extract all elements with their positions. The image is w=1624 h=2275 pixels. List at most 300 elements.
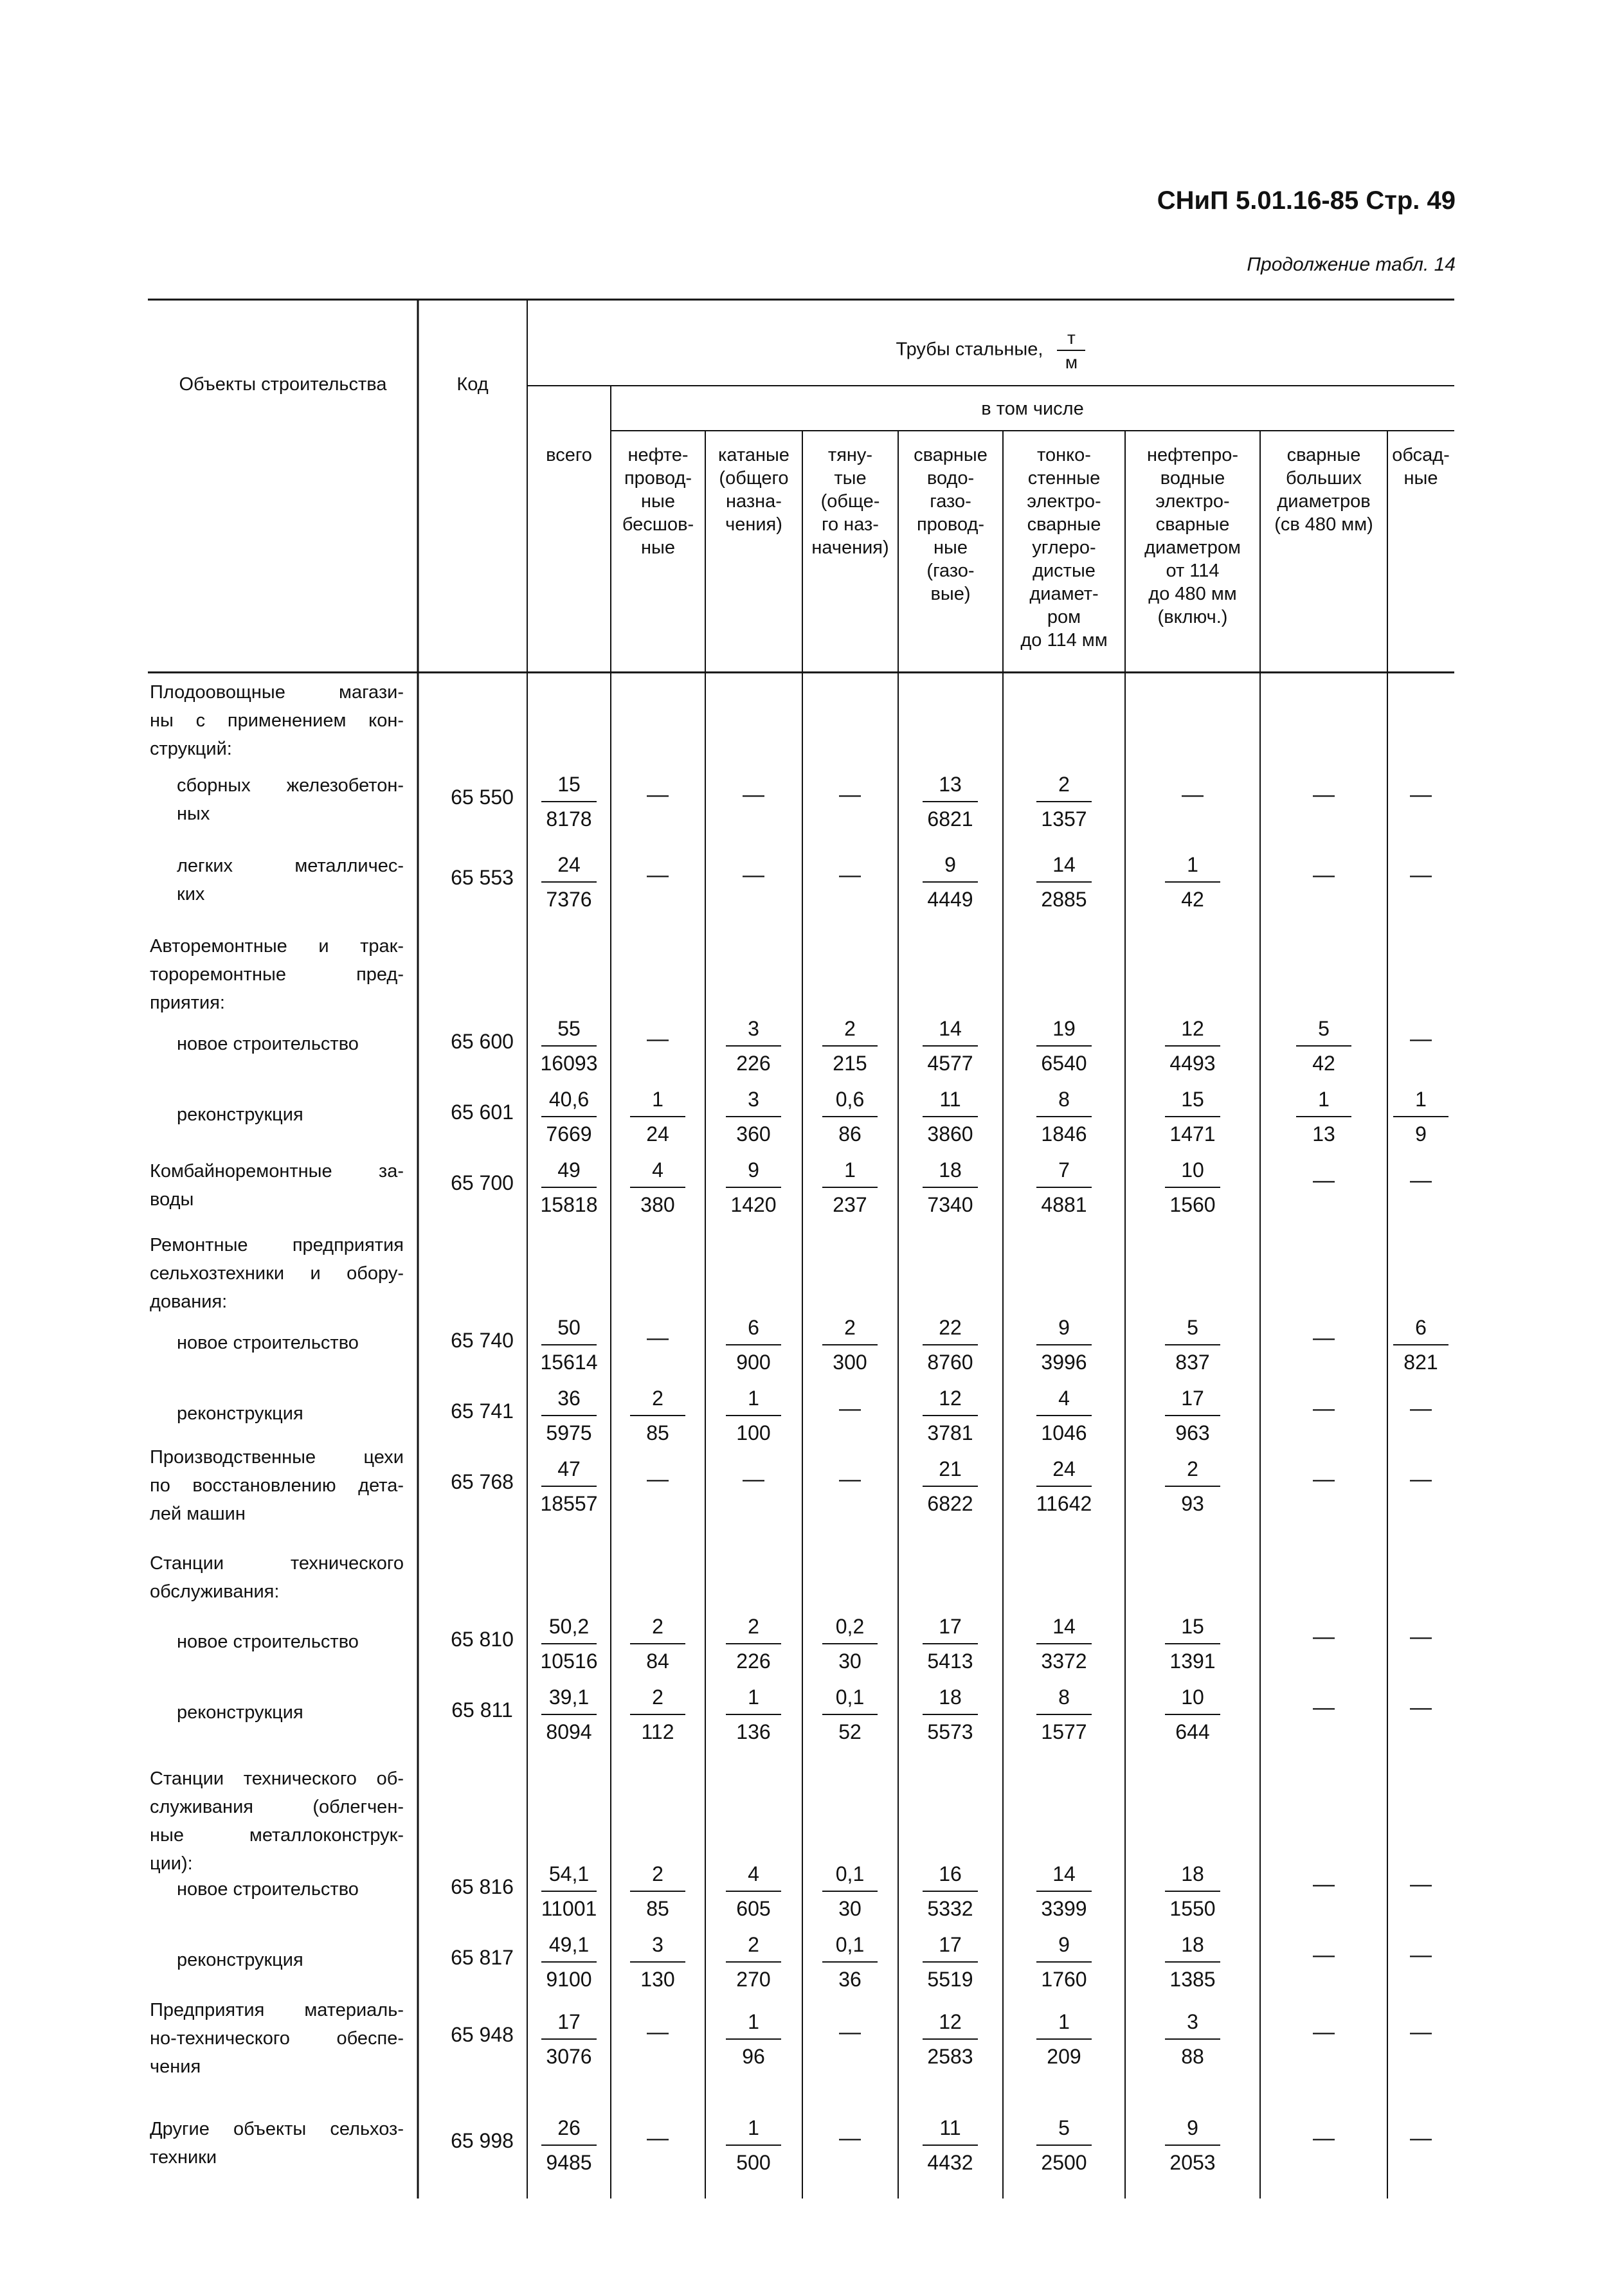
cell-numerator: 17 [557, 2010, 581, 2033]
cell-dash: — [1410, 782, 1432, 807]
cell-numerator: 19 [1052, 1017, 1076, 1040]
cell-numerator: 18 [939, 1686, 962, 1709]
cell-dash: — [1182, 782, 1204, 807]
fraction-bar [726, 1415, 781, 1416]
cell-fraction [1029, 1932, 1099, 1992]
fraction-bar [822, 1344, 878, 1345]
fraction-bar [1036, 2145, 1092, 2146]
cell-dash: — [1410, 1168, 1432, 1192]
row-code: 65 810 [451, 1628, 514, 1651]
fraction-bar [1165, 1415, 1220, 1416]
col-header-line: (св 480 мм) [1274, 514, 1373, 535]
cell-numerator: 6 [1415, 1316, 1427, 1339]
cell-denominator: 112 [641, 1720, 674, 1743]
fraction-bar [822, 1961, 878, 1963]
row-name [177, 1329, 404, 1357]
fraction-bar [726, 1891, 781, 1892]
row-name [177, 771, 404, 828]
cell-fraction [1157, 2115, 1228, 2175]
row-name-line: новое строительство [177, 1879, 359, 1900]
cell-numerator: 2 [844, 1017, 856, 1040]
cell-numerator: 14 [1052, 1615, 1076, 1638]
cell-fraction [718, 1315, 789, 1375]
cell-dash: — [1313, 1326, 1335, 1350]
fraction-bar [1036, 1344, 1092, 1345]
col-header-line: провод- [916, 514, 985, 535]
row-code: 65 768 [451, 1470, 514, 1493]
col-header-line: (общего [719, 468, 789, 489]
cell-numerator: 24 [557, 853, 581, 876]
fraction-bar [1165, 1187, 1220, 1188]
group-label-line: ные металлоконструк- [150, 1825, 404, 1846]
cell-numerator: 4 [748, 1862, 759, 1885]
cell-fraction [534, 2009, 604, 2069]
cell-numerator: 39,1 [548, 1686, 590, 1709]
cell-fraction [534, 852, 604, 912]
cell-fraction [1029, 2115, 1099, 2175]
cell-numerator: 16 [939, 1862, 962, 1885]
fraction-bar [630, 1187, 685, 1188]
row-code: 65 550 [451, 786, 514, 809]
cell-denominator: 136 [736, 1720, 771, 1743]
cell-numerator: 0,1 [835, 1862, 865, 1885]
row-name-line: чения [150, 2056, 201, 2077]
cell-fraction [534, 771, 604, 832]
cell-dash: — [647, 863, 669, 887]
cell-numerator: 4 [1058, 1387, 1070, 1410]
cell-denominator: 1385 [1169, 1968, 1216, 1991]
fraction-bar [630, 1415, 685, 1416]
cell-denominator: 84 [646, 1650, 669, 1673]
cell-numerator: 9 [944, 853, 956, 876]
cell-numerator: 2 [652, 1686, 663, 1709]
cell-fraction [1029, 1016, 1099, 1076]
cell-denominator: 3860 [927, 1122, 973, 1146]
cell-fraction [1157, 1614, 1228, 1674]
row-code: 65 700 [451, 1171, 514, 1194]
row-name-line: воды [150, 1189, 194, 1210]
cell-denominator: 9100 [546, 1968, 592, 1991]
group-label-line: Плодоовощные магази- [150, 682, 404, 703]
cell-numerator: 49,1 [548, 1933, 590, 1956]
cell-fraction [718, 1016, 789, 1076]
cell-numerator: 3 [748, 1088, 759, 1111]
col-header-line: го наз- [822, 514, 879, 535]
cell-denominator: 86 [838, 1122, 862, 1146]
cell-numerator: 18 [1181, 1933, 1204, 1956]
col-header-line: ные [641, 537, 675, 558]
col-header-line: вые) [930, 584, 971, 604]
cell-dash: — [839, 1396, 861, 1421]
fraction-bar [1165, 2145, 1220, 2146]
cell-denominator: 7376 [546, 888, 592, 911]
cell-denominator: 8760 [927, 1351, 973, 1374]
cell-denominator: 42 [1181, 888, 1204, 911]
cell-denominator: 2885 [1041, 888, 1087, 911]
cell-denominator: 605 [736, 1897, 771, 1920]
fraction-bar [1165, 1116, 1220, 1117]
fraction-bar [541, 1116, 597, 1117]
col-header-line: ные [1403, 468, 1438, 489]
col-header-line: до 480 мм [1148, 584, 1237, 604]
fraction-bar [726, 2038, 781, 2040]
fraction-bar [923, 1486, 978, 1487]
col-header-7 [1125, 444, 1260, 629]
fraction-bar [541, 1187, 597, 1188]
cell-fraction [534, 2115, 604, 2175]
cell-fraction [1029, 1385, 1099, 1446]
row-code: 65 811 [451, 1698, 513, 1722]
cell-numerator: 15 [1181, 1615, 1204, 1638]
col-header-line: ром [1047, 607, 1081, 627]
cell-dash: — [839, 1467, 861, 1491]
cell-fraction [718, 1932, 789, 1992]
col-header-line: до 114 мм [1020, 630, 1108, 651]
cell-dash: — [743, 782, 764, 807]
cell-dash: — [1313, 1695, 1335, 1720]
group-label-line: Станции технического об- [150, 1768, 404, 1789]
group-label-line: Станции технического [150, 1553, 404, 1574]
group-label-line: дования: [150, 1291, 228, 1312]
col-header-line: больших [1285, 468, 1362, 489]
cell-fraction [622, 1614, 693, 1674]
col-header-line: углеро- [1032, 537, 1096, 558]
col-header-line: стенные [1027, 468, 1101, 489]
fraction-bar [822, 1116, 878, 1117]
cell-numerator: 8 [1058, 1686, 1070, 1709]
row-name-line: техники [150, 2147, 217, 2168]
row-name-line: реконструкция [177, 1403, 303, 1424]
cell-numerator: 6 [748, 1316, 759, 1339]
col-header-line: диаметров [1277, 491, 1371, 512]
fraction-bar [1036, 1961, 1092, 1963]
cell-denominator: 10516 [540, 1650, 598, 1673]
col-header-line: катаные [718, 445, 789, 465]
col-header-line: от 114 [1166, 561, 1220, 581]
cell-denominator: 11642 [1036, 1492, 1092, 1515]
cell-denominator: 821 [1403, 1351, 1438, 1374]
cell-numerator: 49 [557, 1158, 581, 1182]
col-header-line: диамет- [1029, 584, 1099, 604]
col-header-line: тонко- [1037, 445, 1091, 465]
cell-denominator: 96 [742, 2045, 765, 2068]
cell-dash: — [1313, 1467, 1335, 1491]
cell-denominator: 500 [736, 2151, 771, 2174]
row-name-line: по восстановлению дета- [150, 1475, 404, 1496]
fraction-bar [923, 1187, 978, 1188]
cell-fraction [534, 1315, 604, 1375]
cell-fraction [1385, 1086, 1456, 1147]
cell-fraction [815, 1614, 885, 1674]
cell-denominator: 226 [736, 1650, 771, 1673]
fraction-bar [1036, 881, 1092, 883]
cell-fraction [1029, 2009, 1099, 2069]
row-code: 65 601 [451, 1101, 514, 1124]
fraction-bar [923, 1045, 978, 1047]
cell-fraction [534, 1385, 604, 1446]
fraction-bar [1165, 881, 1220, 883]
fraction-bar [541, 1415, 597, 1416]
cell-denominator: 2583 [927, 2045, 973, 2068]
cell-numerator: 3 [652, 1933, 663, 1956]
cell-numerator: 0,6 [835, 1088, 865, 1111]
cell-fraction [718, 1614, 789, 1674]
cell-denominator: 15614 [540, 1351, 598, 1374]
cell-numerator: 13 [939, 773, 962, 796]
col-header-line: всего [546, 445, 592, 465]
cell-fraction [1029, 1456, 1099, 1516]
cell-numerator: 14 [939, 1017, 962, 1040]
cell-dash: — [839, 2126, 861, 2150]
col-header-3 [705, 444, 802, 536]
cell-denominator: 3781 [927, 1421, 973, 1444]
cell-fraction [915, 1456, 986, 1516]
cell-fraction [915, 1385, 986, 1446]
cell-fraction [622, 1932, 693, 1992]
cell-fraction [1029, 1157, 1099, 1218]
cell-numerator: 54,1 [548, 1862, 590, 1885]
cell-denominator: 8094 [546, 1720, 592, 1743]
cell-dash: — [839, 863, 861, 887]
cell-denominator: 30 [838, 1897, 862, 1920]
fraction-bar [923, 1891, 978, 1892]
row-name [150, 1157, 404, 1214]
cell-dash: — [1313, 2020, 1335, 2044]
cell-fraction [815, 1086, 885, 1147]
col-header-line: ные [934, 537, 968, 558]
cell-fraction [1157, 1932, 1228, 1992]
cell-fraction [534, 1086, 604, 1147]
fraction-bar [726, 1045, 781, 1047]
col-header-line: (газо- [926, 561, 975, 581]
cell-fraction [1385, 1315, 1456, 1375]
cell-numerator: 5 [1187, 1316, 1198, 1339]
cell-denominator: 15818 [540, 1193, 598, 1216]
fraction-bar [1036, 801, 1092, 802]
col-header-line: ные [641, 491, 675, 512]
cell-fraction [1029, 852, 1099, 912]
row-code: 65 741 [451, 1399, 514, 1423]
cell-denominator: 9485 [546, 2151, 592, 2174]
cell-fraction [622, 1086, 693, 1147]
cell-numerator: 1 [1415, 1088, 1427, 1111]
group-label [150, 1231, 404, 1316]
cell-fraction [718, 1385, 789, 1446]
group-label-line: служивания (облегчен- [150, 1797, 404, 1817]
cell-numerator: 5 [1058, 2116, 1070, 2139]
cell-denominator: 36 [838, 1968, 862, 1991]
row-name-line: новое строительство [177, 1034, 359, 1054]
fraction-bar [822, 1187, 878, 1188]
row-name [177, 1946, 404, 1974]
row-name [177, 852, 404, 908]
cell-fraction [718, 2115, 789, 2175]
cell-fraction [534, 1456, 604, 1516]
cell-denominator: 4449 [927, 888, 973, 911]
col-header-line: тяну- [827, 445, 873, 465]
cell-denominator: 270 [736, 1968, 771, 1991]
row-name [177, 1399, 404, 1428]
cell-fraction [718, 1086, 789, 1147]
cell-denominator: 1471 [1169, 1122, 1216, 1146]
cell-fraction [1029, 1614, 1099, 1674]
cell-denominator: 1560 [1169, 1193, 1216, 1216]
cell-numerator: 10 [1181, 1158, 1204, 1182]
col-header-line: диаметром [1144, 537, 1241, 558]
cell-numerator: 17 [939, 1615, 962, 1638]
cell-fraction [915, 852, 986, 912]
cell-fraction [1157, 1861, 1228, 1921]
cell-dash: — [647, 2020, 669, 2044]
cell-dash: — [1313, 1872, 1335, 1896]
cell-fraction [718, 1157, 789, 1218]
fraction-bar [630, 1891, 685, 1892]
cell-numerator: 55 [557, 1017, 581, 1040]
row-name-line: реконструкция [177, 1950, 303, 1970]
cell-denominator: 1550 [1169, 1897, 1216, 1920]
fraction-bar [923, 1714, 978, 1715]
col-header-line: электро- [1155, 491, 1230, 512]
cell-dash: — [1410, 2020, 1432, 2044]
fraction-bar [1165, 1961, 1220, 1963]
row-name-line: ких [177, 884, 205, 904]
row-name [177, 1698, 404, 1727]
cell-denominator: 85 [646, 1897, 669, 1920]
row-name [177, 1101, 404, 1129]
fraction-bar [923, 2038, 978, 2040]
fraction-bar [541, 1045, 597, 1047]
cell-numerator: 24 [1052, 1457, 1076, 1480]
cell-numerator: 3 [748, 1017, 759, 1040]
cell-fraction [718, 1684, 789, 1745]
cell-numerator: 22 [939, 1316, 962, 1339]
row-name-line: но-технического обеспе- [150, 2028, 404, 2049]
row-code: 65 600 [451, 1030, 514, 1053]
cell-denominator: 3996 [1041, 1351, 1087, 1374]
cell-numerator: 50 [557, 1316, 581, 1339]
fraction-bar [1036, 1045, 1092, 1047]
cell-numerator: 1 [748, 2010, 759, 2033]
cell-fraction [915, 1932, 986, 1992]
cell-fraction [1029, 1684, 1099, 1745]
group-label-line: ции): [150, 1853, 193, 1874]
cell-numerator: 9 [748, 1158, 759, 1182]
row-name-line: реконструкция [177, 1702, 303, 1723]
cell-fraction [1029, 1086, 1099, 1147]
cell-dash: — [1410, 1624, 1432, 1649]
cell-numerator: 18 [1181, 1862, 1204, 1885]
row-name-line: новое строительство [177, 1632, 359, 1652]
cell-fraction [1157, 1684, 1228, 1745]
cell-fraction [534, 1861, 604, 1921]
col-header-9 [1387, 444, 1454, 490]
fraction-bar [630, 1116, 685, 1117]
row-name-line: легких металличес- [177, 856, 404, 876]
cell-numerator: 2 [652, 1862, 663, 1885]
fraction-bar [1296, 1045, 1351, 1047]
col-header-6 [1003, 444, 1125, 652]
cell-fraction [1157, 852, 1228, 912]
cell-numerator: 40,6 [548, 1088, 590, 1111]
fraction-bar [541, 1643, 597, 1644]
fraction-bar [1393, 1116, 1448, 1117]
cell-fraction [718, 2009, 789, 2069]
group-label-line: сельхозтехники и обору- [150, 1263, 404, 1284]
cell-denominator: 5519 [927, 1968, 973, 1991]
row-name-line: сборных железобетон- [177, 775, 404, 796]
fraction-bar [541, 1961, 597, 1963]
cell-denominator: 209 [1047, 2045, 1081, 2068]
table-continuation-note: Продолжение табл. 14 [1247, 254, 1456, 275]
cell-denominator: 1357 [1041, 807, 1087, 831]
fraction-bar [923, 2145, 978, 2146]
col-header-1 [527, 444, 611, 467]
fraction-bar [541, 1344, 597, 1345]
cell-fraction [1157, 2009, 1228, 2069]
col-header-line: чения) [725, 514, 782, 535]
cell-fraction [1157, 1315, 1228, 1375]
cell-denominator: 6822 [927, 1492, 973, 1515]
cell-denominator: 130 [640, 1968, 675, 1991]
cell-numerator: 1 [1187, 853, 1198, 876]
fraction-bar [1165, 1045, 1220, 1047]
cell-denominator: 237 [833, 1193, 867, 1216]
fraction-bar [1296, 1116, 1351, 1117]
cell-fraction [622, 1861, 693, 1921]
col-header-line: электро- [1027, 491, 1101, 512]
col-header-line: провод- [624, 468, 692, 489]
cell-denominator: 3076 [546, 2045, 592, 2068]
cell-numerator: 8 [1058, 1088, 1070, 1111]
col-header-group [527, 329, 1454, 372]
col-header-line: назна- [726, 491, 782, 512]
cell-numerator: 0,1 [835, 1933, 865, 1956]
cell-dash: — [1313, 1168, 1335, 1192]
cell-fraction [915, 2115, 986, 2175]
group-label-line: обслуживания: [150, 1581, 280, 1602]
cell-denominator: 1420 [730, 1193, 777, 1216]
row-name [177, 1628, 404, 1656]
cell-dash: — [647, 1027, 669, 1051]
group-label [150, 1765, 404, 1878]
fraction-bar [822, 1714, 878, 1715]
row-code: 65 817 [451, 1946, 514, 1969]
cell-numerator: 26 [557, 2116, 581, 2139]
cell-numerator: 15 [557, 773, 581, 796]
fraction-bar [1036, 1486, 1092, 1487]
cell-fraction [534, 1614, 604, 1674]
cell-fraction [915, 1684, 986, 1745]
cell-fraction [1288, 1016, 1359, 1076]
unit-numerator: т [1067, 328, 1076, 348]
cell-denominator: 93 [1181, 1492, 1204, 1515]
col-header-line: водные [1160, 468, 1225, 489]
cell-fraction [1157, 1456, 1228, 1516]
cell-fraction [915, 1614, 986, 1674]
group-label-line: Ремонтные предприятия [150, 1235, 404, 1255]
fraction-bar [726, 1643, 781, 1644]
cell-fraction [815, 1932, 885, 1992]
group-label [150, 1549, 404, 1606]
fraction-bar [1036, 1187, 1092, 1188]
fraction-bar [630, 1961, 685, 1963]
cell-denominator: 963 [1175, 1421, 1210, 1444]
fraction-bar [1036, 1116, 1092, 1117]
cell-fraction [1157, 1157, 1228, 1218]
fraction-bar [822, 1643, 878, 1644]
cell-numerator: 2 [1058, 773, 1070, 796]
cell-fraction [1029, 1861, 1099, 1921]
